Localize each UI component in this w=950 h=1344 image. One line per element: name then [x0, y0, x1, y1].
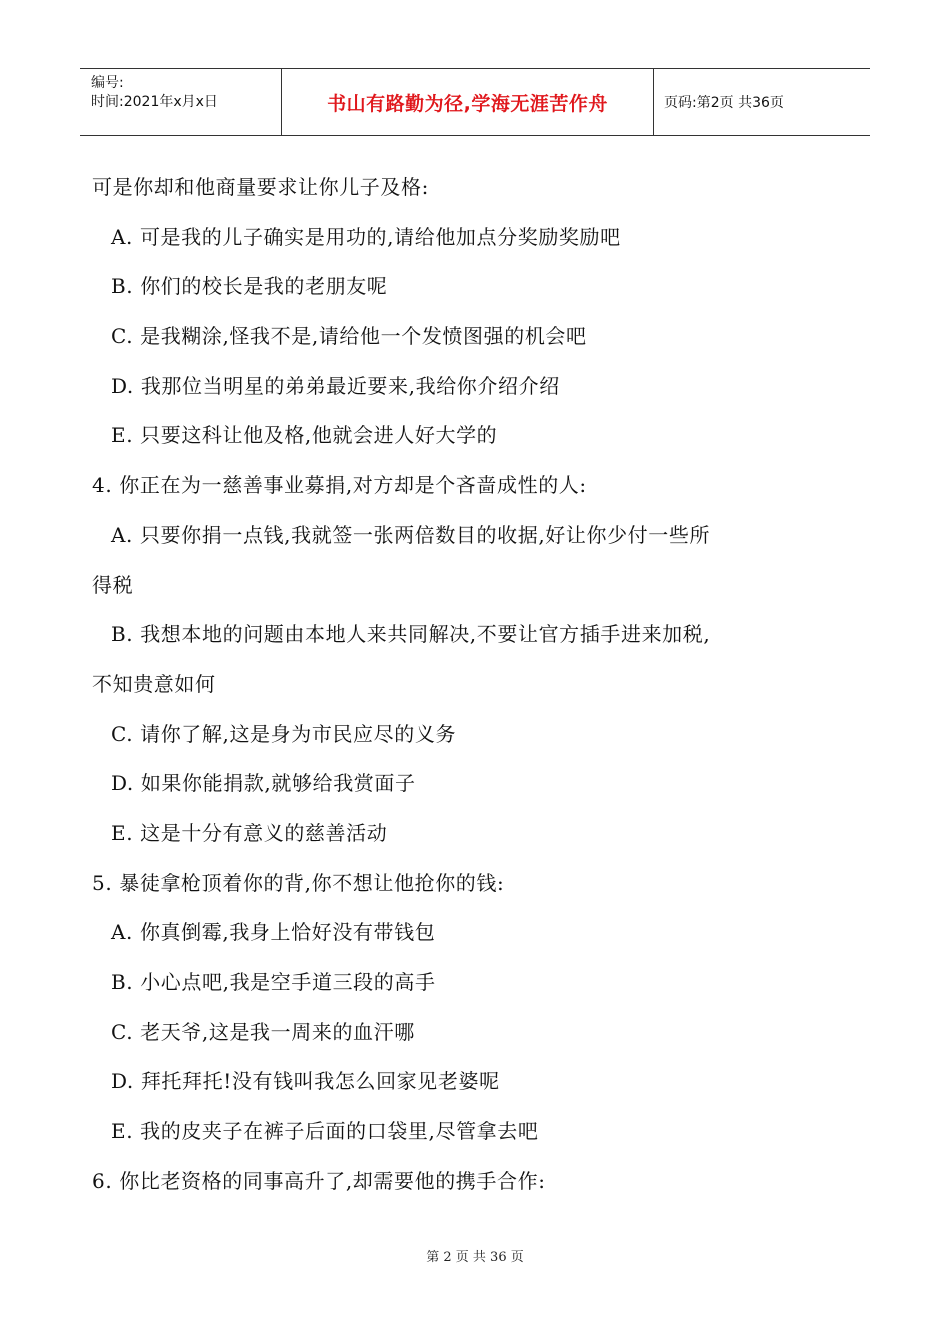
text-line: E. 这是十分有意义的慈善活动: [111, 820, 388, 845]
text-line: 不知贵意如何: [92, 671, 216, 696]
text-line: 得税: [92, 572, 134, 597]
header-page-info: 页码:第2页 共36页: [664, 95, 784, 111]
text-line: A. 你真倒霉,我身上恰好没有带钱包: [111, 920, 436, 945]
page-header: [80, 68, 870, 136]
text-line: B. 我想本地的问题由本地人来共同解决,不要让官方插手进来加税,: [111, 622, 711, 647]
text-line: 4. 你正在为一慈善事业募捐,对方却是个吝啬成性的人:: [92, 473, 587, 498]
text-line: 可是你却和他商量要求让你儿子及格:: [92, 175, 429, 199]
text-line: A. 只要你捐一点钱,我就签一张两倍数目的收据,好让你少付一些所: [111, 522, 711, 547]
text-line: 5. 暴徒拿枪顶着你的背,你不想让他抢你的钱:: [92, 870, 505, 895]
document-body: [92, 163, 867, 1206]
text-line: D. 如果你能捐款,就够给我赏面子: [111, 771, 416, 796]
text-line: C. 老天爷,这是我一周来的血汗哪: [111, 1019, 415, 1044]
text-line: D. 拜托拜托!没有钱叫我怎么回家见老婆呢: [111, 1069, 500, 1094]
text-line: A. 可是我的儿子确实是用功的,请给他加点分奖励奖励吧: [111, 224, 621, 249]
text-line: C. 是我糊涂,怪我不是,请给他一个发愤图强的机会吧: [111, 324, 587, 349]
text-line: D. 我那位当明星的弟弟最近要来,我给你介绍介绍: [111, 373, 560, 398]
text-line: C. 请你了解,这是身为市民应尽的义务: [111, 721, 457, 746]
number-label: 编号:: [91, 75, 124, 91]
text-line: E. 我的皮夹子在裤子后面的口袋里,尽管拿去吧: [111, 1119, 539, 1144]
text-line: B. 小心点吧,我是空手道三段的高手: [111, 970, 436, 994]
header-meta: [80, 69, 282, 135]
text-line: B. 你们的校长是我的老朋友呢: [111, 274, 388, 299]
header-motto: 书山有路勤为径,学海无涯苦作舟: [282, 69, 654, 135]
text-line: E. 只要这科让他及格,他就会进人好大学的: [111, 423, 498, 448]
page-footer: 第 2 页 共 36 页: [426, 1250, 524, 1265]
text-line: 6. 你比老资格的同事高升了,却需要他的携手合作:: [92, 1168, 546, 1193]
date-label: 时间:2021年x月x日: [91, 94, 218, 110]
